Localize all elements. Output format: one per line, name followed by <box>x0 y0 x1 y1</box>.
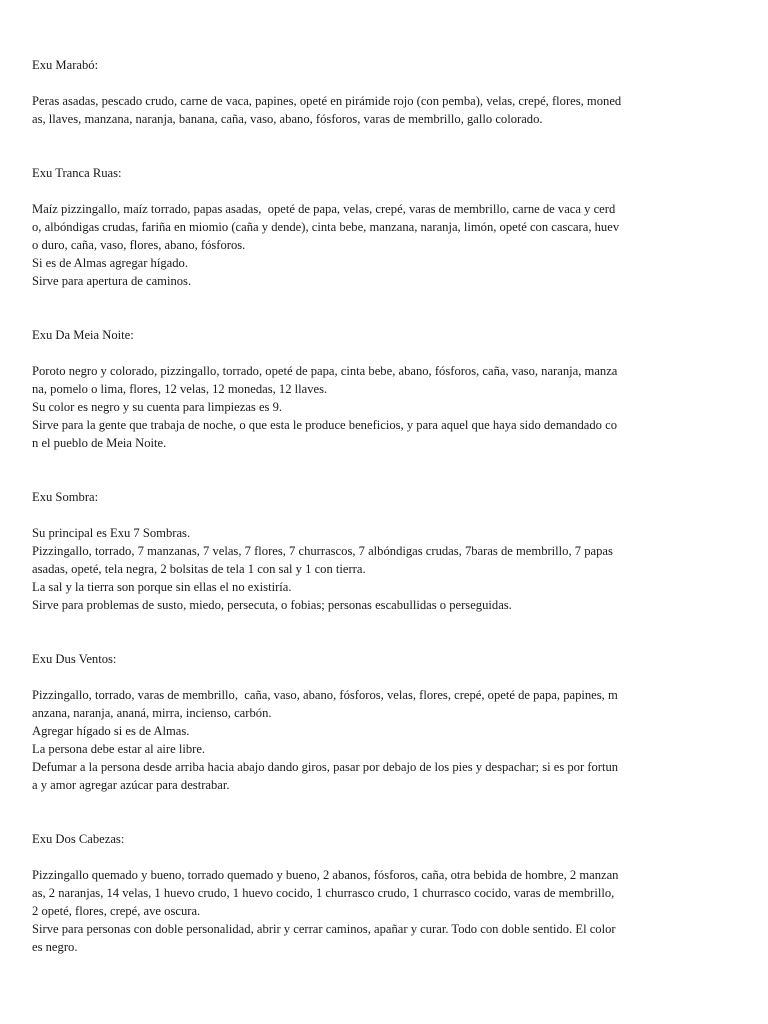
text-line: 2 opeté, flores, crepé, ave oscura. <box>32 904 201 918</box>
section-body <box>32 362 738 452</box>
section-body <box>32 92 738 128</box>
text-line: Defumar a la persona desde arriba hacia abajo dando giros, pasar por debajo de los pies y despachar; si es por fortun <box>32 760 619 774</box>
section-exu-da-meia-noite <box>32 326 738 452</box>
section-body <box>32 200 738 290</box>
section-heading: Exu Da Meia Noite: <box>32 328 134 342</box>
text-line: Sirve para personas con doble personalidad, abrir y cerrar caminos, apañar y curar. Todo con doble sentido. El color <box>32 922 616 936</box>
text-line: Pizzingallo quemado y bueno, torrado quemado y bueno, 2 abanos, fósforos, caña, otra bebida de hombre, 2 manzan <box>32 868 619 882</box>
text-line: Si es de Almas agregar hígado. <box>32 256 188 270</box>
text-line: La sal y la tierra son porque sin ellas el no existiría. <box>32 580 292 594</box>
text-line: asadas, opeté, tela negra, 2 bolsitas de tela 1 con sal y 1 con tierra. <box>32 562 366 576</box>
section-heading: Exu Tranca Ruas: <box>32 166 122 180</box>
text-line: Pizzingallo, torrado, varas de membrillo, caña, vaso, abano, fósforos, velas, flores, crepé, opeté de papa, papines, m <box>32 688 618 702</box>
section-exu-marabo <box>32 56 738 128</box>
section-heading: Exu Sombra: <box>32 490 99 504</box>
text-line: Maíz pizzingallo, maíz torrado, papas asadas, opeté de papa, velas, crepé, varas de membrillo, carne de vaca y cerd <box>32 202 616 216</box>
text-line: Sirve para problemas de susto, miedo, persecuta, o fobias; personas escabullidas o perseguidas. <box>32 598 512 612</box>
text-line: Su color es negro y su cuenta para limpiezas es 9. <box>32 400 283 414</box>
text-line: anzana, naranja, ananá, mirra, incienso, carbón. <box>32 706 272 720</box>
text-line: Su principal es Exu 7 Sombras. <box>32 526 191 540</box>
text-line: es negro. <box>32 940 78 954</box>
text-line: o duro, caña, vaso, flores, abano, fósforos. <box>32 238 246 252</box>
text-line: Agregar hígado si es de Almas. <box>32 724 190 738</box>
text-line: as, 2 naranjas, 14 velas, 1 huevo crudo, 1 huevo cocido, 1 churrasco crudo, 1 churrasco cocido, varas de membrillo, <box>32 886 615 900</box>
text-line: Sirve para la gente que trabaja de noche, o que esta le produce beneficios, y para aquel que haya sido demandado co <box>32 418 618 432</box>
text-line: a y amor agregar azúcar para destrabar. <box>32 778 230 792</box>
section-heading: Exu Dos Cabezas: <box>32 832 125 846</box>
section-exu-dus-ventos <box>32 650 738 794</box>
section-body <box>32 524 738 614</box>
text-line: Sirve para apertura de caminos. <box>32 274 192 288</box>
text-line: La persona debe estar al aire libre. <box>32 742 206 756</box>
section-body <box>32 866 738 956</box>
section-body <box>32 686 738 794</box>
text-line: Poroto negro y colorado, pizzingallo, torrado, opeté de papa, cinta bebe, abano, fósforos, caña, vaso, naranja, manza <box>32 364 618 378</box>
section-exu-sombra <box>32 488 738 614</box>
text-line: na, pomelo o lima, flores, 12 velas, 12 monedas, 12 llaves. <box>32 382 328 396</box>
text-line: Pizzingallo, torrado, 7 manzanas, 7 velas, 7 flores, 7 churrascos, 7 albóndigas crudas, 7baras de membrillo, 7 papas <box>32 544 613 558</box>
section-exu-tranca-ruas <box>32 164 738 290</box>
text-line: as, llaves, manzana, naranja, banana, caña, vaso, abano, fósforos, varas de membrillo, gallo colorado. <box>32 112 543 126</box>
text-line: n el pueblo de Meia Noite. <box>32 436 167 450</box>
section-exu-dos-cabezas <box>32 830 738 956</box>
section-heading: Exu Marabó: <box>32 58 99 72</box>
document-page <box>32 56 738 992</box>
section-heading: Exu Dus Ventos: <box>32 652 117 666</box>
text-line: Peras asadas, pescado crudo, carne de vaca, papines, opeté en pirámide rojo (con pemba), velas, crepé, flores, moned <box>32 94 622 108</box>
text-line: o, albóndigas crudas, fariña en miomio (caña y dende), cinta bebe, manzana, naranja, limón, opeté con cascara, huev <box>32 220 620 234</box>
